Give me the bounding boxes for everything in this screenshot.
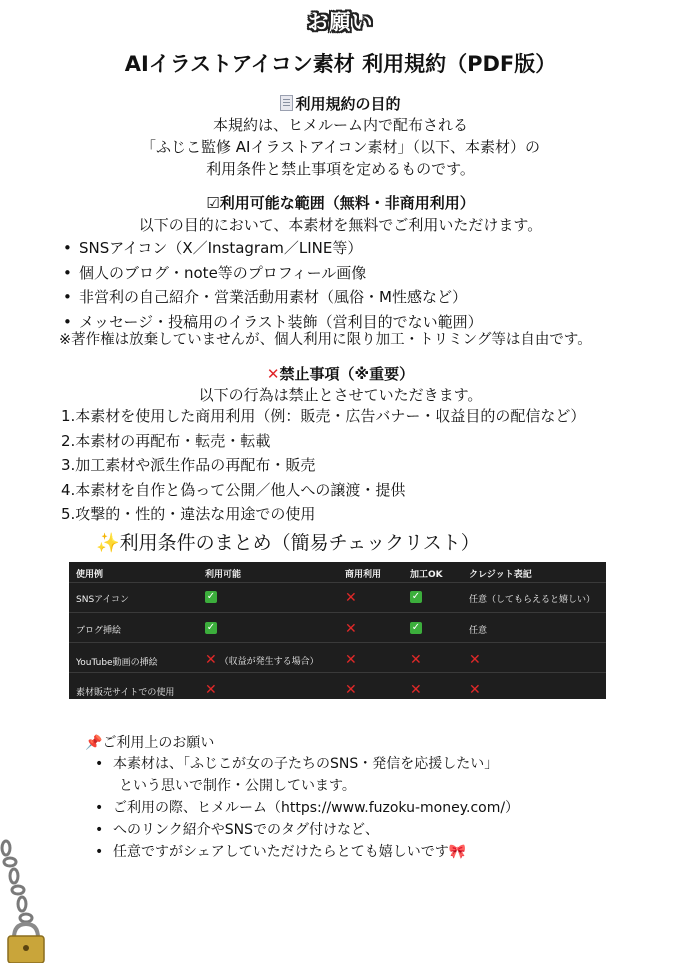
check-icon: ✓ bbox=[206, 591, 216, 602]
pushpin-icon: 📌 bbox=[85, 735, 103, 751]
usage-section bbox=[85, 733, 655, 863]
list-item: 1.本素材を使用した商用利用（例：販売・広告バナー・収益目的の配信など） bbox=[61, 407, 586, 425]
prohibited-heading bbox=[0, 363, 681, 384]
list-item: • 非営利の自己紹介・営業活動用素材（風俗・M性感など） bbox=[63, 288, 467, 306]
cross-icon: ✕ bbox=[205, 682, 217, 698]
chain-padlock-decoration bbox=[0, 838, 60, 963]
list-item: 4.本素材を自作と偽って公開／他人への譲渡・提供 bbox=[61, 480, 406, 499]
list-item: • へのリンク紹介やSNSでのタグ付けなど、 bbox=[95, 822, 379, 838]
purpose-heading-text: 利用規約の目的 bbox=[295, 95, 401, 113]
list-item: • 任意ですがシェアしていただけたらとても嬉しいです🎀 bbox=[95, 844, 467, 860]
available-cell bbox=[205, 654, 319, 667]
list-item: • メッセージ・投稿用のイラスト装飾（営利目的でない範囲） bbox=[63, 312, 483, 331]
cross-icon: ✕ bbox=[345, 652, 357, 668]
checklist-heading-text: 利用条件のまとめ（簡易チェックリスト） bbox=[119, 532, 480, 554]
list-item: 5.攻撃的・性的・違法な用途での使用 bbox=[61, 505, 316, 523]
cross-icon: ✕ bbox=[410, 682, 422, 698]
purpose-line-2: 「ふじこ監修 AIイラストアイコン素材」（以下、本素材）の bbox=[140, 138, 541, 156]
credit-note: 任意 bbox=[469, 626, 488, 636]
document-title: AIイラストアイコン素材 利用規約（PDF版） bbox=[124, 52, 557, 76]
purpose-line-1: 本規約は、ヒメルーム内で配布される bbox=[212, 116, 468, 134]
cross-icon: ✕ bbox=[410, 652, 422, 668]
list-item: 2.本素材の再配布・転売・転載 bbox=[61, 431, 271, 450]
list-item: • 本素材は、「ふじこが女の子たちのSNS・発信を応援したい」 という思いで制作・公開しています。 bbox=[95, 756, 499, 794]
prohibited-list bbox=[61, 404, 671, 527]
copyright-note: ※著作権は放棄していませんが、個人利用に限り加工・トリミング等は自由です。 bbox=[59, 332, 592, 348]
checklist-heading bbox=[96, 528, 480, 555]
check-icon: ✓ bbox=[411, 622, 421, 633]
available-note: （収益が発生する場合） bbox=[219, 657, 319, 667]
cross-icon: ✕ bbox=[469, 652, 481, 668]
table-row-label: ブログ挿絵 bbox=[76, 626, 122, 636]
prohibited-intro: 以下の行為は禁止とさせていただきます。 bbox=[198, 386, 483, 404]
document-icon bbox=[280, 95, 293, 111]
request-badge: お願い bbox=[307, 10, 374, 34]
check-icon: ✓ bbox=[411, 591, 421, 602]
purpose-line-3: 利用条件と禁止事項を定めるものです。 bbox=[206, 160, 475, 178]
cross-icon: ✕ bbox=[345, 621, 357, 637]
list-item: • ご利用の際、ヒメルーム（https://www.fuzoku-money.com/） bbox=[95, 800, 520, 816]
check-icon: ✓ bbox=[206, 622, 216, 633]
ribbon-icon: 🎀 bbox=[448, 844, 467, 860]
allowed-intro: 以下の目的において、本素材を無料でご利用いただけます。 bbox=[138, 216, 543, 234]
list-item: • SNSアイコン（X／Instagram／LINE等） bbox=[63, 239, 363, 257]
prohibited-heading-text: 禁止事項（※重要） bbox=[279, 365, 415, 383]
purpose-heading bbox=[0, 93, 681, 114]
column-header: 使用例 bbox=[76, 570, 104, 580]
credit-note: 任意（してもらえると嬉しい） bbox=[469, 595, 596, 605]
table-row-label: 素材販売サイトでの使用 bbox=[76, 688, 175, 698]
cross-icon: ✕ bbox=[345, 682, 357, 698]
red-cross-icon: ✕ bbox=[266, 365, 280, 383]
table-row-label: SNSアイコン bbox=[76, 595, 129, 605]
sparkles-icon: ✨ bbox=[96, 532, 120, 554]
column-header: クレジット表記 bbox=[469, 570, 532, 580]
usage-heading-text: ご利用上のお願い bbox=[102, 735, 215, 751]
column-header: 加工OK bbox=[410, 570, 443, 580]
list-item: 3.加工素材や派生作品の再配布・販売 bbox=[61, 456, 316, 474]
cross-icon: ✕ bbox=[469, 682, 481, 698]
checklist-table bbox=[69, 562, 606, 699]
usage-heading bbox=[85, 733, 655, 753]
column-header: 利用可能 bbox=[205, 570, 242, 580]
allowed-list bbox=[63, 236, 663, 334]
list-item: • 個人のブログ・note等のプロフィール画像 bbox=[63, 263, 367, 282]
cross-icon: ✕ bbox=[205, 652, 217, 668]
table-row-label: YouTube動画の挿絵 bbox=[76, 658, 158, 668]
cross-icon: ✕ bbox=[345, 590, 357, 606]
allowed-heading: ☑利用可能な範囲（無料・非商用利用） bbox=[206, 194, 475, 212]
column-header: 商用利用 bbox=[345, 570, 382, 580]
